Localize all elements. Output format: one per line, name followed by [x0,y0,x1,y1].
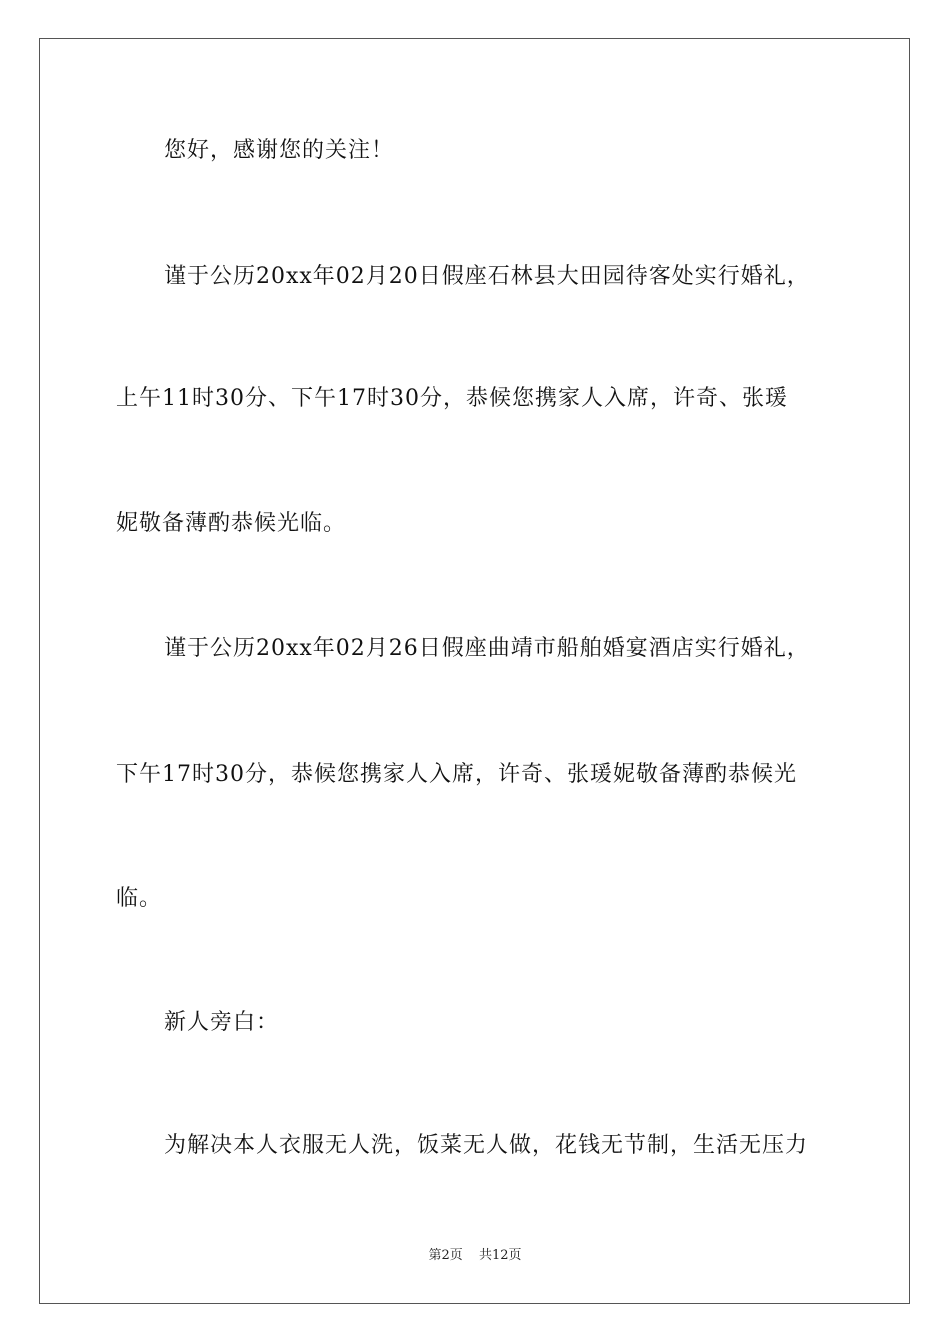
invitation-1-line-3: 妮敬备薄酌恭候光临。 [116,511,347,536]
aside-line-1: 为解决本人衣服无人洗，饭菜无人做，花钱无节制，生活无压力 [164,1133,809,1158]
page-number: 第2页 [428,1248,463,1263]
page-frame [39,38,910,1304]
invitation-1-line-1: 谨于公历20xx年02月20日假座石林县大田园待客处实行婚礼， [164,264,810,289]
invitation-2-line-1: 谨于公历20xx年02月26日假座曲靖市船舶婚宴酒店实行婚礼， [164,636,810,661]
page-footer [0,1247,950,1265]
invitation-2-line-2: 下午17时30分，恭候您携家人入席，许奇、张瑗妮敬备薄酌恭候光 [116,762,797,787]
page-total: 共12页 [478,1248,522,1263]
greeting-line: 您好，感谢您的关注！ [164,138,395,163]
newlywed-aside-heading: 新人旁白： [164,1010,280,1035]
invitation-2-line-3: 临。 [116,886,163,911]
invitation-1-line-2: 上午11时30分、下午17时30分，恭候您携家人入席，许奇、张瑗 [116,386,788,411]
